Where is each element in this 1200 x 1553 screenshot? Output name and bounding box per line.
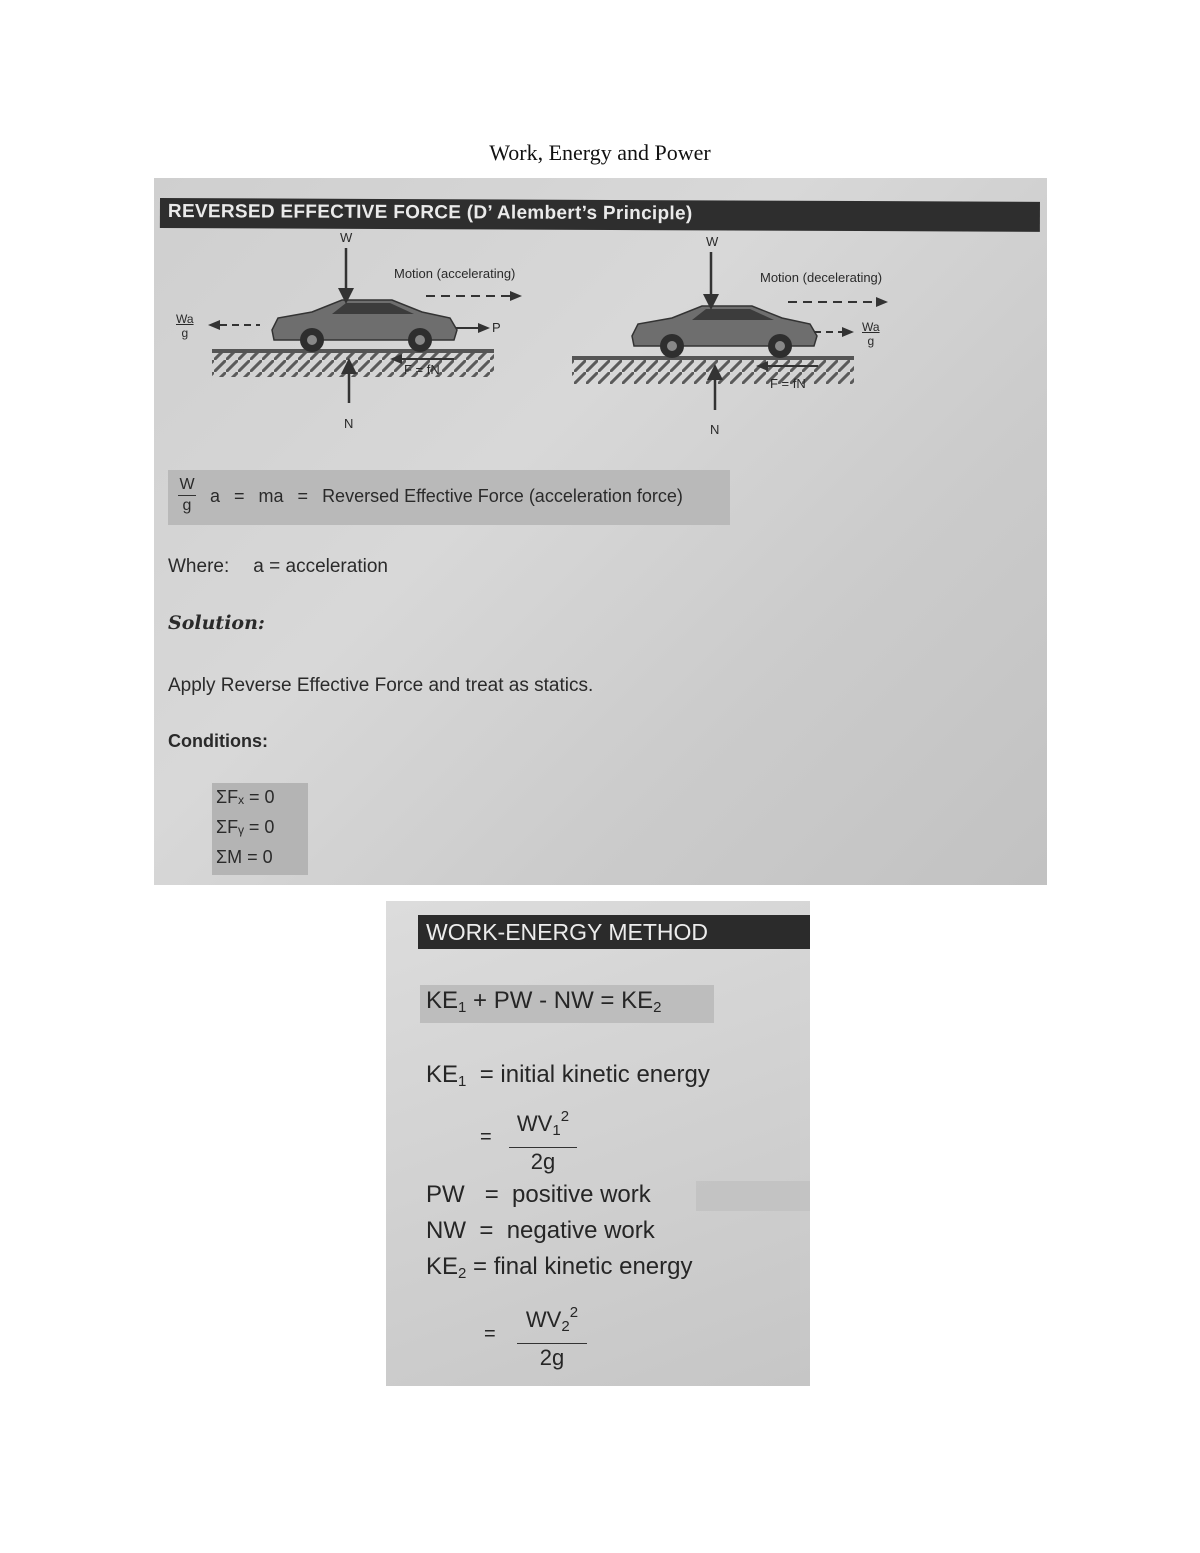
- free-body-diagram-svg: [154, 228, 1047, 468]
- ke2-num-sup: 2: [569, 1304, 579, 1321]
- bleed-mark: [696, 1181, 810, 1211]
- free-body-diagram: [154, 228, 1047, 468]
- ke1-formula-fraction: [506, 1105, 580, 1174]
- eq-pw: PW: [493, 987, 533, 1014]
- eq-plus: +: [473, 987, 488, 1014]
- formula-ma: ma: [258, 486, 284, 506]
- fraction-numerator: W: [179, 476, 195, 493]
- section-header-title: WORK-ENERGY METHOD: [426, 919, 708, 945]
- def-ke2-sub: 2: [458, 1265, 467, 1282]
- solution-heading: Solution:: [168, 612, 265, 634]
- page-title: Work, Energy and Power: [489, 140, 711, 165]
- friction-label-left: F = fN: [404, 362, 440, 377]
- eq-ke2: KE: [621, 987, 654, 1014]
- def-ke1-text: initial kinetic energy: [500, 1061, 710, 1088]
- weight-label-left: W: [340, 230, 353, 245]
- ref-formula-box: [168, 470, 730, 525]
- def-nw-eq: =: [479, 1217, 494, 1244]
- condition-sum-fy: ΣFᵧ = 0: [216, 817, 275, 837]
- formula-equals-1: =: [234, 486, 245, 506]
- ke2-formula-equals: =: [484, 1323, 496, 1345]
- normal-label-left: N: [344, 416, 354, 431]
- formula-expression: [210, 486, 683, 507]
- def-nw-sym: NW: [426, 1217, 466, 1244]
- car-left-icon: [272, 300, 457, 352]
- where-def: acceleration: [285, 556, 388, 577]
- friction-label-right: F = fN: [770, 376, 806, 391]
- ground-line-right: [572, 356, 854, 360]
- def-pw: [426, 1181, 651, 1209]
- def-pw-text: positive work: [512, 1181, 651, 1208]
- formula-equals-2: =: [297, 486, 309, 506]
- def-nw-text: negative work: [506, 1217, 655, 1244]
- ke1-num: WV: [516, 1111, 553, 1136]
- condition-sum-m: ΣM = 0: [216, 847, 273, 867]
- def-ke1-eq: =: [479, 1061, 494, 1088]
- def-ke1: [426, 1061, 710, 1090]
- push-label-left: P: [492, 320, 501, 335]
- ke2-den: 2g: [539, 1345, 565, 1370]
- section-header-bar: [418, 915, 810, 949]
- eq-minus: -: [539, 987, 548, 1014]
- formula-a: a: [210, 486, 221, 506]
- motion-label-left: Motion (accelerating): [394, 266, 516, 281]
- ref-num-right: Wa: [862, 320, 880, 334]
- section-header-bar: [160, 198, 1040, 232]
- where-definition: [168, 556, 388, 578]
- eq-ke1-sub: 1: [458, 999, 467, 1016]
- def-ke1-sym: KE: [426, 1061, 459, 1088]
- apply-instruction: Apply Reverse Effective Force and treat as statics.: [168, 675, 594, 696]
- ke1-formula-equals: =: [480, 1126, 492, 1148]
- conditions-box: [212, 783, 308, 875]
- ground-line-left: [212, 349, 494, 353]
- def-nw: [426, 1217, 655, 1245]
- reversed-effective-force-photo: [154, 178, 1047, 885]
- fraction-denominator: g: [182, 497, 192, 514]
- ke1-den: 2g: [530, 1149, 556, 1174]
- where-eq: =: [269, 556, 281, 577]
- main-equation: [426, 987, 661, 1016]
- where-label: Where:: [168, 556, 230, 577]
- ref-num-left: Wa: [176, 312, 194, 326]
- where-var: a: [253, 556, 264, 577]
- motion-label-right: Motion (decelerating): [760, 270, 883, 285]
- conditions-heading: Conditions:: [168, 731, 268, 751]
- def-pw-sym: PW: [426, 1181, 465, 1208]
- eq-nw: NW: [553, 987, 594, 1014]
- def-pw-eq: =: [484, 1181, 499, 1208]
- ke1-num-sub: 1: [552, 1122, 561, 1139]
- w-over-g-fraction: [178, 476, 196, 515]
- def-ke2-sym: KE: [426, 1253, 459, 1280]
- ke2-num: WV: [525, 1307, 562, 1332]
- ke1-num-sup: 2: [560, 1108, 570, 1125]
- ref-fraction-left: [176, 312, 194, 340]
- ke2-num-sub: 2: [561, 1318, 570, 1335]
- ke2-formula-fraction: [514, 1301, 590, 1370]
- eq-ke2-sub: 2: [653, 999, 662, 1016]
- ref-fraction-right: [862, 320, 880, 348]
- eq-ke1: KE: [426, 987, 459, 1014]
- formula-description: Reversed Effective Force (acceleration force): [322, 486, 683, 506]
- weight-label-right: W: [706, 234, 719, 249]
- condition-sum-fx: ΣFₓ = 0: [216, 787, 275, 807]
- def-ke2-eq: =: [473, 1253, 488, 1280]
- section-header-title: REVERSED EFFECTIVE FORCE (D’ Alembert’s Principle): [167, 201, 693, 225]
- ref-den-right: g: [867, 334, 875, 348]
- normal-label-right: N: [710, 422, 720, 437]
- work-energy-method-photo: [386, 901, 810, 1386]
- def-ke2-text: final kinetic energy: [493, 1253, 693, 1280]
- car-right-icon: [632, 306, 817, 358]
- def-ke2: [426, 1253, 693, 1282]
- def-ke1-sub: 1: [458, 1073, 467, 1090]
- eq-equals: =: [600, 987, 615, 1014]
- ref-den-left: g: [181, 326, 189, 340]
